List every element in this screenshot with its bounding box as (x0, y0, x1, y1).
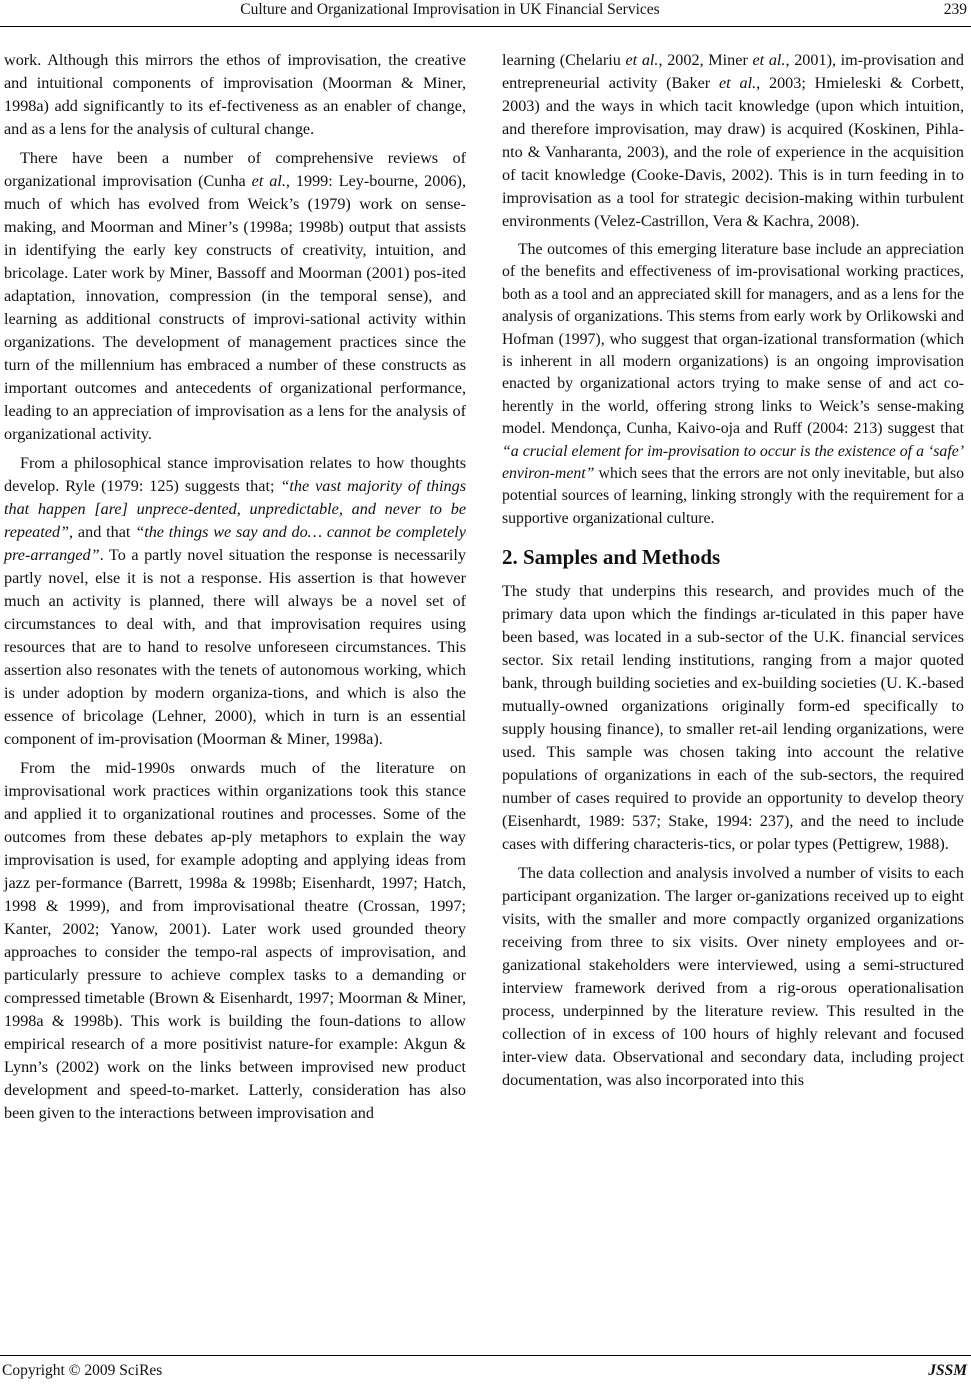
italic-text: et al. (718, 74, 757, 92)
left-column (4, 49, 466, 1131)
page-number: 239 (943, 1, 967, 18)
footer-rule (0, 1355, 971, 1356)
running-title: Culture and Organizational Improvisation in UK Financial Services (240, 1, 660, 18)
right-column (502, 49, 964, 1098)
paragraph: The study that underpins this research, and provides much of the primary data upon which the findings ar-ticulated in this paper have been based, was located in a sub-sector of the U.K. financial services sector. Six retail lending institutions, ranging from a major quoted bank, through building societies and ex-building societies (U. K.-based mutually-owned organizations originally form-ed specifically to supply housing finance), to smaller ret-ail lending organizations, were used. This sample was chosen taking into account the relative populations of organizations in each of the sub-sectors, the required number of cases required to provide an opportunity to develop theory (Eisenhardt, 1989: 537; Stake, 1994: 237), and the need to include cases with differing characteris-tics, or polar types (Pettigrew, 1988). (502, 582, 964, 854)
journal-abbreviation: JSSM (928, 1362, 967, 1379)
italic-text: et al. (625, 51, 659, 69)
paragraph: From the mid-1990s onwards much of the literature on improvisational work practices within organizations took this stance and applied it to organizational routines and processes. Some of the outcomes from these debates ap-ply metaphors to explain the way improvisation is used, for example adopting and applying ideas from jazz per-formance (Barrett, 1998a & 1998b; Eisenhardt, 1997; Hatch, 1998 & 1999), and from improvisational theatre (Crossan, 1997; Kanter, 2002; Yanow, 2001). Later work used grounded theory approaches to consider the tempo-ral aspects of improvisation, and particularly pressure to achieve complex tasks to a demanding or compressed timetable (Brown & Eisenhardt, 1997; Moorman & Miner, 1998a & 1998b). This work is building the foun-dations to allow empirical research of a more positivist nature-for example: Akgun & Lynn’s (2002) work on the links between improvised new product development and speed-to-market. Latterly, consideration has also been given to the interactions between improvisation and (4, 759, 466, 1122)
paragraph (502, 239, 964, 530)
text-run: There have been a number of comprehensive reviews of organizational improvisation (Cunha (4, 149, 466, 190)
text-run: , 1999: Ley-bourne, 2006), much of which has evolved from Weick’s (1979) work on sense-making, and Moorman and Miner’s (1998a; 1998b) output that assists in identifying the early key constructs of creativity, intuition, and bricolage. Later work by Miner, Bassoff and Moorman (2001) pos-ited adaptation, innovation, compression (in the temporal sense), and learning as additional constructs of improvi-sational activity within organizations. The development of management practices since the turn of the millennium has embraced a number of these constructs as important outcomes and antecedents of organizational performance, leading to an appreciation of improvisation as a lens for the analysis of organizational activity. (4, 172, 466, 443)
paragraph: The data collection and analysis involved a number of visits to each participant organization. The larger or-ganizations received up to eight visits, with the smaller and more compactly organized organizations receiving from three to six visits. Over ninety employees and or-ganizational stakeholders were interviewed, using a semi-structured interview framework derived from a rig-orous operationalisation process, underpinned by the literature review. This resulted in the collection of in excess of 100 hours of highly relevant and focused inter-view data. Observational and secondary data, including project documentation, was also incorporated into this (502, 864, 964, 1090)
quotation: “a crucial element for im-provisation to occur is the existence of a ‘safe’ environ-ment” (502, 442, 964, 483)
text-run: , 2002, Miner (658, 51, 753, 69)
text-run: , and that (69, 523, 136, 541)
quotation: “the things we say and do… cannot be completely pre-arranged” (4, 523, 466, 564)
paragraph (4, 452, 466, 751)
quotation: “the vast majority of things that happen [are] unprece-dented, unpredictable, and never to be repeated” (4, 477, 467, 541)
text-run: , 2003; Hmieleski & Corbett, 2003) and the ways in which tacit knowledge (upon which intuition, and therefore improvisation, may draw) is acquired (Koskinen, Pihla-nto & Vanharanta, 2003), and the role of experience in the acquisition of tacit knowledge (Cooke-Davis, 2002). This is in turn feeding in to improvisation as a tool for strategic decision-making within turbulent environments (Velez-Castrillon, Vera & Kachra, 2008). (502, 74, 964, 230)
paragraph (502, 49, 964, 233)
text-run: From a philosophical stance improvisation relates to how thoughts develop. Ryle (1979: 125) suggests that; (4, 454, 466, 495)
italic-text: et al. (251, 172, 286, 190)
paragraph (4, 147, 466, 446)
section-heading: 2. Samples and Methods (502, 545, 721, 570)
copyright-notice: Copyright © 2009 SciRes (2, 1362, 163, 1379)
page-header (0, 0, 971, 30)
text-run: . To a partly novel situation the response is necessarily partly novel, else it is not a response. His assertion is that however much an activity is planned, there will always be a novel set of circumstances to deal with, and that improvisation requires using resources that are to hand to resolve unforeseen circumstances. This assertion also resonates with the tenets of autonomous working, which is under adoption by modern organiza-tions, and which is also the essence of bricolage (Lehner, 2000), which in turn is an essential component of im-provisation (Moorman & Miner, 1998a). (4, 546, 466, 748)
text-run: The outcomes of this emerging literature base include an appreciation of the benefits and effectiveness of im-provisational working practices, both as a tool and an appreciated skill for managers, and as a lens for the analysis of organizations. This stems from early work by Orlikowski and Hofman (1997), who suggest that organ-izational transformation (which is inherent in all modern organizations) is an ongoing improvisation enacted by organizational actors trying to make sense of and act co-herently in the world, offering strong links to Weick’s sense-making model. Mendonça, Cunha, Kaivo-oja and Ruff (2004: 213) suggest that (502, 241, 964, 438)
italic-text: et al. (752, 51, 786, 69)
text-run: learning (Chelariu (502, 51, 626, 69)
paragraph: work. Although this mirrors the ethos of improvisation, the creative and intuitional components of improvisation (Moorman & Miner, 1998a) add significantly to its ef-fectiveness as an enabler of change, and as a lens for the analysis of cultural change. (4, 51, 466, 138)
header-rule (0, 26, 971, 27)
text-run: , 2001), im-provisation and entrepreneurial activity (Baker (502, 51, 965, 92)
text-run: which sees that the errors are not only inevitable, but also potential sources of learning, linking strongly with the requirement for a supportive organizational culture. (502, 465, 964, 527)
